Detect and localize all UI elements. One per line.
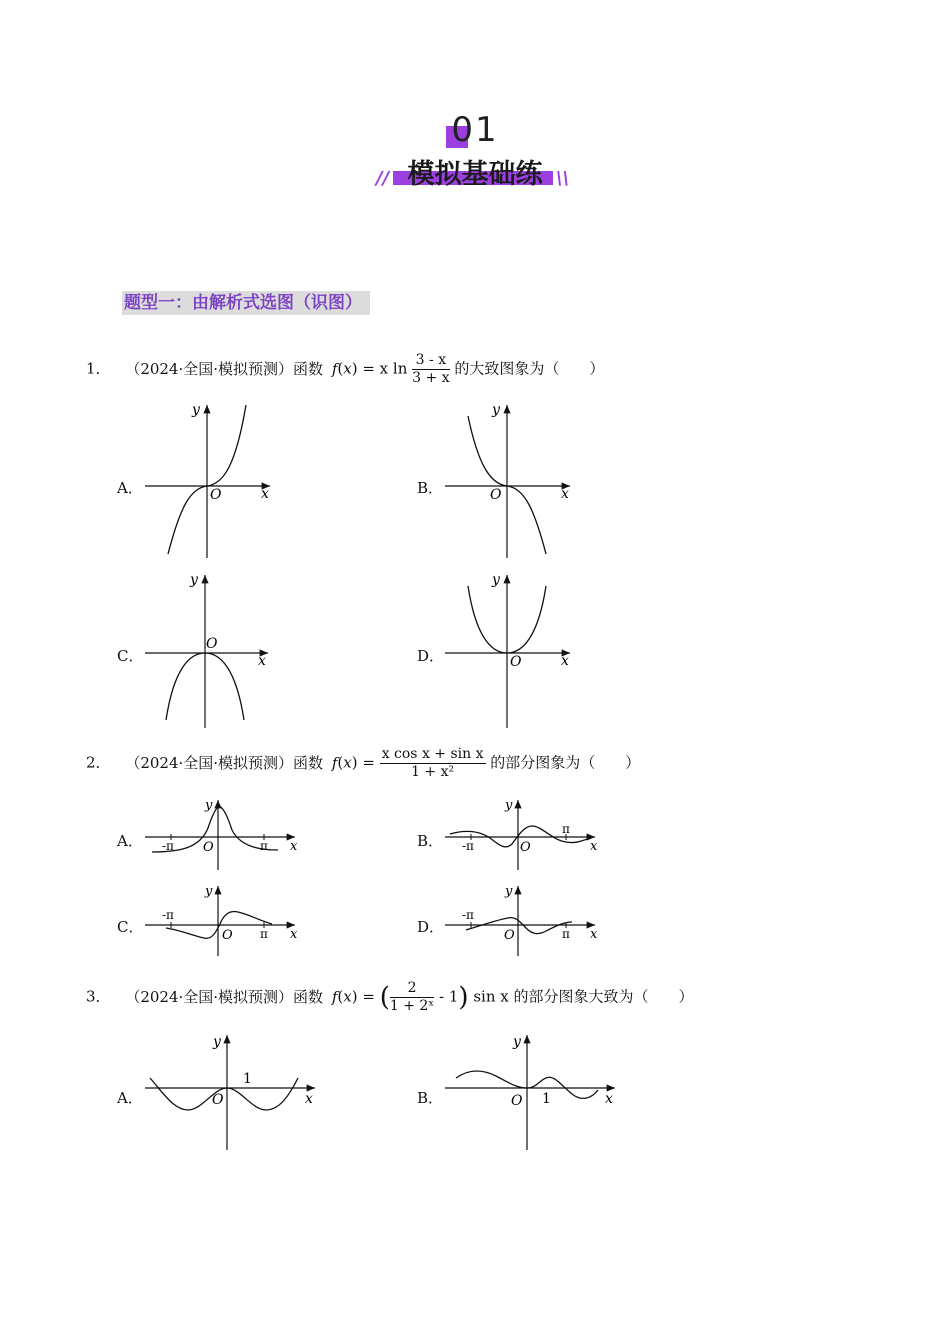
pi-label: π: [562, 822, 570, 836]
x-label: x: [561, 653, 569, 669]
curve: [150, 1078, 298, 1110]
section-title: 题型一：由解析式选图（识图）: [122, 291, 370, 315]
y-label: y: [192, 402, 200, 418]
x-label: x: [590, 927, 598, 942]
question-number: 3．: [86, 987, 111, 1006]
origin-label: O: [510, 654, 522, 670]
question-source: （2024·全国·模拟预测）函数: [125, 359, 324, 378]
option-label-1c: C．: [117, 647, 144, 665]
neg-pi-label: -π: [462, 839, 474, 853]
neg-pi-label: -π: [162, 908, 174, 922]
origin-label: O: [210, 487, 222, 503]
neg-pi-label: -π: [162, 839, 174, 853]
origin-label: O: [222, 928, 233, 943]
origin-label: O: [212, 1092, 224, 1108]
x-label: x: [305, 1091, 313, 1107]
question-number: 2．: [86, 753, 111, 772]
function-name: f: [331, 359, 338, 378]
fraction-denominator: 3 + x: [412, 370, 450, 386]
curve: [466, 918, 572, 934]
y-label: y: [205, 884, 213, 899]
question-tail: 的部分图象大致为（ ）: [513, 987, 694, 1006]
function-arg: x: [343, 753, 352, 772]
function-fraction: [412, 352, 449, 387]
option-label-2d: D．: [417, 918, 445, 936]
option-label-3b: B．: [417, 1089, 444, 1107]
fraction-numerator: x cos x + sin x: [381, 746, 484, 762]
function-arg: x: [343, 987, 352, 1006]
x-label: x: [290, 839, 298, 854]
question-2: 2． （2024·全国·模拟预测）函数 f(x) = $\frac{\text{x cos x + sin x}}{\text{1 + x²}}$ 的部分图象为（ ）: [86, 746, 641, 780]
one-label: 1: [243, 1071, 252, 1087]
y-label: y: [492, 402, 500, 418]
y-label: y: [505, 798, 513, 813]
question-source: （2024·全国·模拟预测）函数: [125, 753, 324, 772]
pi-label: π: [260, 839, 268, 853]
graph-2b: [440, 794, 605, 872]
y-label: y: [505, 884, 513, 899]
graph-1a: [140, 398, 280, 563]
question-tail: 的大致图象为（ ）: [454, 359, 605, 378]
y-label: y: [513, 1034, 521, 1050]
origin-label: O: [206, 636, 218, 652]
option-label-1d: D．: [417, 647, 445, 665]
y-label: y: [205, 798, 213, 813]
graph-1c: [140, 568, 280, 733]
graph-3a: [140, 1030, 325, 1152]
function-fraction: [380, 746, 486, 781]
left-slash-mark: //: [376, 168, 390, 189]
right-paren: ): [458, 982, 469, 1013]
y-label: y: [492, 572, 500, 588]
question-number: 1．: [86, 359, 111, 378]
function-name: f: [331, 987, 338, 1006]
x-label: x: [605, 1091, 613, 1107]
x-label: x: [290, 927, 298, 942]
function-fraction: [390, 980, 434, 1015]
function-expression: = x ln: [362, 359, 408, 378]
option-label-1b: B．: [417, 479, 444, 497]
x-label: x: [258, 653, 266, 669]
sin-part: sin x: [473, 987, 509, 1006]
graph-2a: [140, 794, 305, 872]
option-label-3a: A．: [117, 1089, 143, 1107]
origin-label: O: [504, 928, 515, 943]
option-label-2b: B．: [417, 832, 444, 850]
fraction-numerator: 2: [390, 980, 434, 998]
left-paren: (: [379, 982, 390, 1013]
pi-label: π: [260, 927, 268, 941]
chapter-number: 01: [451, 110, 499, 150]
one-label: 1: [542, 1091, 551, 1107]
x-label: x: [561, 486, 569, 502]
origin-label: O: [520, 840, 531, 855]
question-source: （2024·全国·模拟预测）函数: [125, 987, 324, 1006]
chapter-title: 模拟基础练: [407, 159, 543, 190]
fraction-denominator: 1 + 2ˣ: [389, 998, 435, 1014]
origin-label: O: [490, 487, 502, 503]
question-3: 3． （2024·全国·模拟预测）函数 f(x) = ( $\frac{2}{\text{1 + 2ˣ}}$ - 1) sin x 的部分图象大致为（ ）: [86, 980, 694, 1014]
graph-2d: [440, 880, 605, 958]
x-label: x: [590, 839, 598, 854]
graph-2c: [140, 880, 305, 958]
question-1: 1． （2024·全国·模拟预测）函数 f(x) = x ln $\frac{3 - x}{3 + x}$ 的大致图象为（ ）: [86, 352, 605, 386]
graph-1b: [440, 398, 580, 563]
question-tail: 的部分图象为（ ）: [490, 753, 641, 772]
graph-1d: [440, 568, 580, 733]
function-name: f: [331, 753, 338, 772]
y-label: y: [190, 572, 198, 588]
origin-label: O: [203, 840, 214, 855]
graph-3b: [440, 1030, 625, 1152]
pi-label: π: [562, 927, 570, 941]
option-label-1a: A．: [117, 479, 143, 497]
function-arg: x: [343, 359, 352, 378]
minus-one: - 1: [439, 987, 459, 1006]
origin-label: O: [511, 1093, 523, 1109]
y-label: y: [213, 1034, 221, 1050]
option-label-2a: A．: [117, 832, 143, 850]
fraction-numerator: 3 - x: [412, 352, 449, 370]
neg-pi-label: -π: [462, 908, 474, 922]
option-label-2c: C．: [117, 918, 144, 936]
x-label: x: [261, 486, 269, 502]
fraction-denominator: 1 + x²: [411, 764, 455, 780]
right-slash-mark: \\: [556, 168, 570, 189]
